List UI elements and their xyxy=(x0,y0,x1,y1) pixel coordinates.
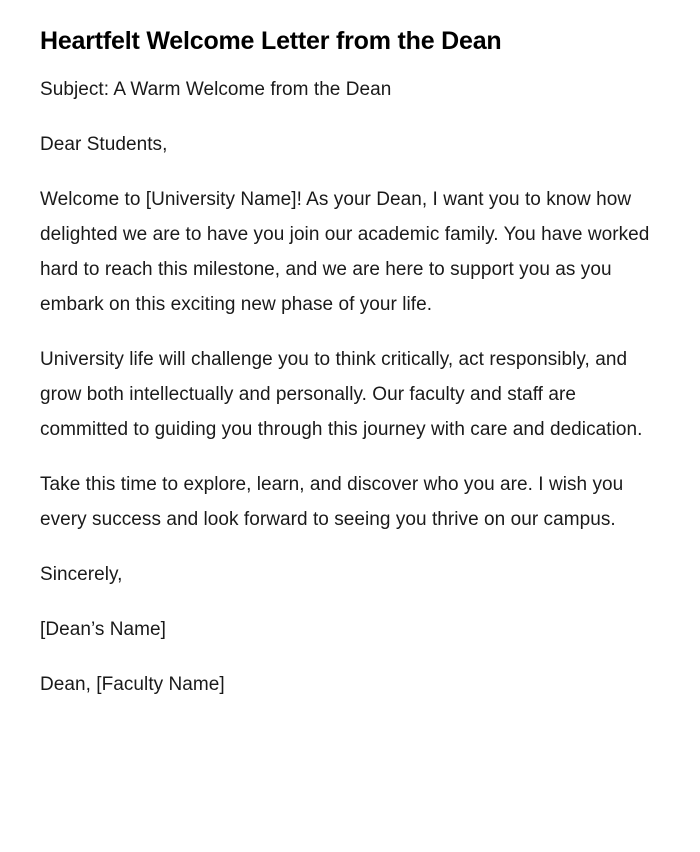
letter-closing: Sincerely, xyxy=(40,564,123,585)
letter-title: Heartfelt Welcome Letter from the Dean xyxy=(40,27,502,55)
letter-paragraph-1: Welcome to [University Name]! As your Dean, I want you to know how delighted we are to have you join our academic family. You have worked hard to reach this milestone, and we are here to support you as you embark on this exciting new phase of your life. xyxy=(40,189,650,315)
letter-signer-title: Dean, [Faculty Name] xyxy=(40,674,225,695)
letter-signer-name: [Dean’s Name] xyxy=(40,619,166,640)
letter-paragraph-2: University life will challenge you to think critically, act responsibly, and grow both intellectually and personally. Our faculty and staff are committed to guiding you through this journey with care and dedication. xyxy=(40,349,643,440)
letter-paragraph-3: Take this time to explore, learn, and discover who you are. I wish you every success and look forward to seeing you thrive on our campus. xyxy=(40,474,624,530)
letter-subject: Subject: A Warm Welcome from the Dean xyxy=(40,79,392,100)
letter-salutation: Dear Students, xyxy=(40,134,168,155)
